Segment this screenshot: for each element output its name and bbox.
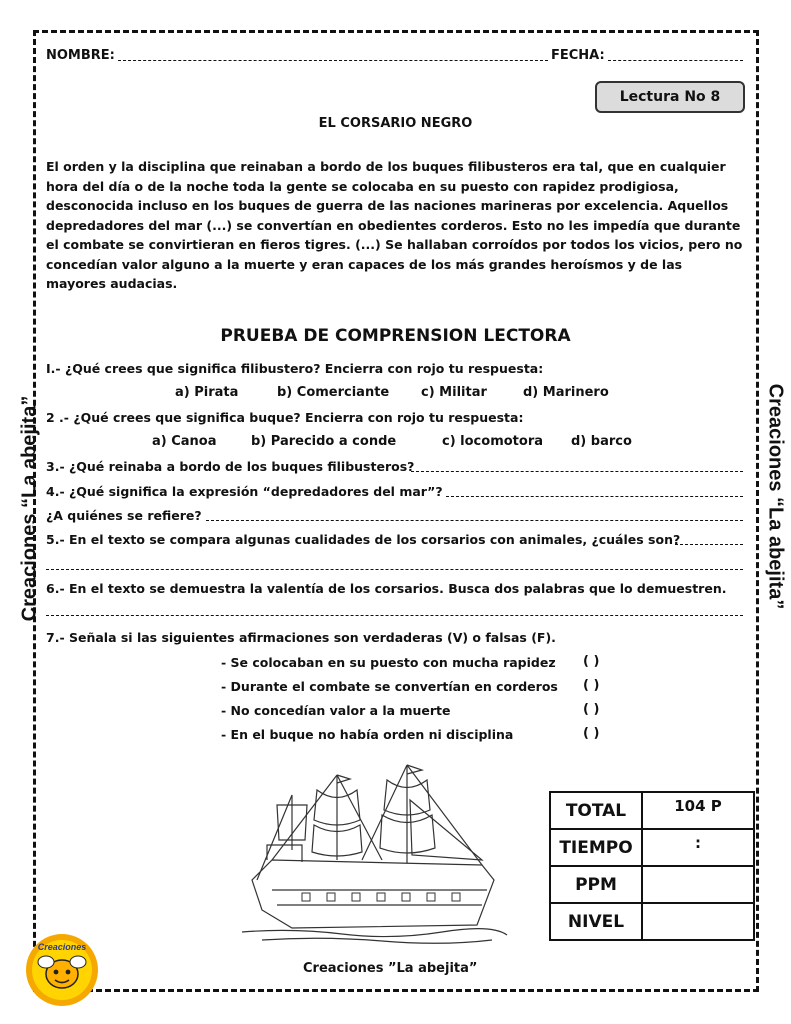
reading-title: EL CORSARIO NEGRO [318, 116, 473, 131]
question-4: 4.- ¿Qué significa la expresión “depredadores del mar”? [46, 484, 443, 499]
test-title: PRUEBA DE COMPRENSION LECTORA [220, 326, 571, 346]
ship-illustration [232, 760, 512, 950]
q1-option-b[interactable]: b) Comerciante [277, 385, 390, 400]
score-value-ppm[interactable] [642, 866, 754, 903]
score-row-tiempo [550, 829, 754, 866]
q2-option-d[interactable]: d) barco [571, 434, 632, 449]
q2-option-b[interactable]: b) Parecido a conde [251, 434, 397, 449]
fecha-label: FECHA: [551, 48, 605, 63]
q4b-answer-line[interactable] [206, 520, 743, 521]
question-3: 3.- ¿Qué reinaba a bordo de los buques filibusteros? [46, 459, 415, 474]
question-7: 7.- Señala si las siguientes afirmaciones son verdaderas (V) o falsas (F). [46, 630, 556, 645]
question-5: 5.- En el texto se compara algunas cualidades de los corsarios con animales, ¿cuáles son? [46, 532, 681, 547]
statement-3: - No concedían valor a la muerte [221, 703, 451, 718]
nombre-field[interactable] [118, 60, 548, 61]
score-table [549, 791, 755, 941]
score-value-tiempo[interactable]: : [642, 829, 754, 866]
score-row-total [550, 792, 754, 829]
lectura-badge: Lectura No 8 [595, 81, 745, 113]
q4-answer-line[interactable] [446, 496, 743, 497]
logo-text: Creaciones [37, 942, 87, 952]
question-6: 6.- En el texto se demuestra la valentía de los corsarios. Busca dos palabras que lo demuestren. [46, 581, 727, 596]
question-2: 2 .- ¿Qué crees que significa buque? Encierra con rojo tu respuesta: [46, 410, 524, 425]
score-row-nivel [550, 903, 754, 940]
q1-option-d[interactable]: d) Marinero [523, 385, 609, 400]
nombre-label: NOMBRE: [46, 48, 115, 63]
q3-answer-line[interactable] [411, 471, 743, 472]
q5-answer-line[interactable] [675, 544, 743, 545]
score-label-tiempo: TIEMPO [550, 829, 642, 866]
statement-4-checkbox[interactable]: ( ) [583, 726, 600, 741]
statement-2-checkbox[interactable]: ( ) [583, 678, 600, 693]
footer-caption: Creaciones ”La abejita” [303, 961, 478, 976]
side-credit-left: Creaciones “La abejita” [18, 395, 41, 622]
side-credit-right: Creaciones “La abejita” [764, 383, 787, 610]
q2-option-a[interactable]: a) Canoa [152, 434, 217, 449]
bee-logo [22, 930, 102, 1010]
score-value-total: 104 P [642, 792, 754, 829]
reading-paragraph: El orden y la disciplina que reinaban a bordo de los buques filibusteros era tal, que en cualquier hora del día o de la noche toda la gente se colocaba en su puesto con rapidez prodigiosa, desconocida incluso en los buques de guerra de las naciones marineras por excelencia. Aquellos depredadores del mar (...) se convertían en obedientes corderos. Esto no les impedía que durante el combate se convirtieran en fieros tigres. (...) Se hallaban corroídos por todos los vicios, pero no concedían valor alguno a la muerte y eran capaces de los más grandes heroísmos y de las mayores audacias. [46, 159, 743, 291]
q1-option-a[interactable]: a) Pirata [175, 385, 239, 400]
q1-option-c[interactable]: c) Militar [421, 385, 487, 400]
question-4b: ¿A quiénes se refiere? [46, 508, 202, 523]
statement-1: - Se colocaban en su puesto con mucha rapidez [221, 655, 556, 670]
q2-option-c[interactable]: c) locomotora [442, 434, 544, 449]
score-row-ppm [550, 866, 754, 903]
statement-1-checkbox[interactable]: ( ) [583, 654, 600, 669]
statement-4: - En el buque no había orden ni disciplina [221, 727, 514, 742]
score-label-ppm: PPM [550, 866, 642, 903]
score-label-total: TOTAL [550, 792, 642, 829]
q5-answer-line-2[interactable] [46, 569, 743, 570]
score-value-nivel[interactable] [642, 903, 754, 940]
fecha-field[interactable] [608, 60, 743, 61]
question-1: I.- ¿Qué crees que significa filibustero? Encierra con rojo tu respuesta: [46, 361, 544, 376]
score-label-nivel: NIVEL [550, 903, 642, 940]
statement-3-checkbox[interactable]: ( ) [583, 702, 600, 717]
q6-answer-line[interactable] [46, 615, 743, 616]
statement-2: - Durante el combate se convertían en corderos [221, 679, 558, 694]
